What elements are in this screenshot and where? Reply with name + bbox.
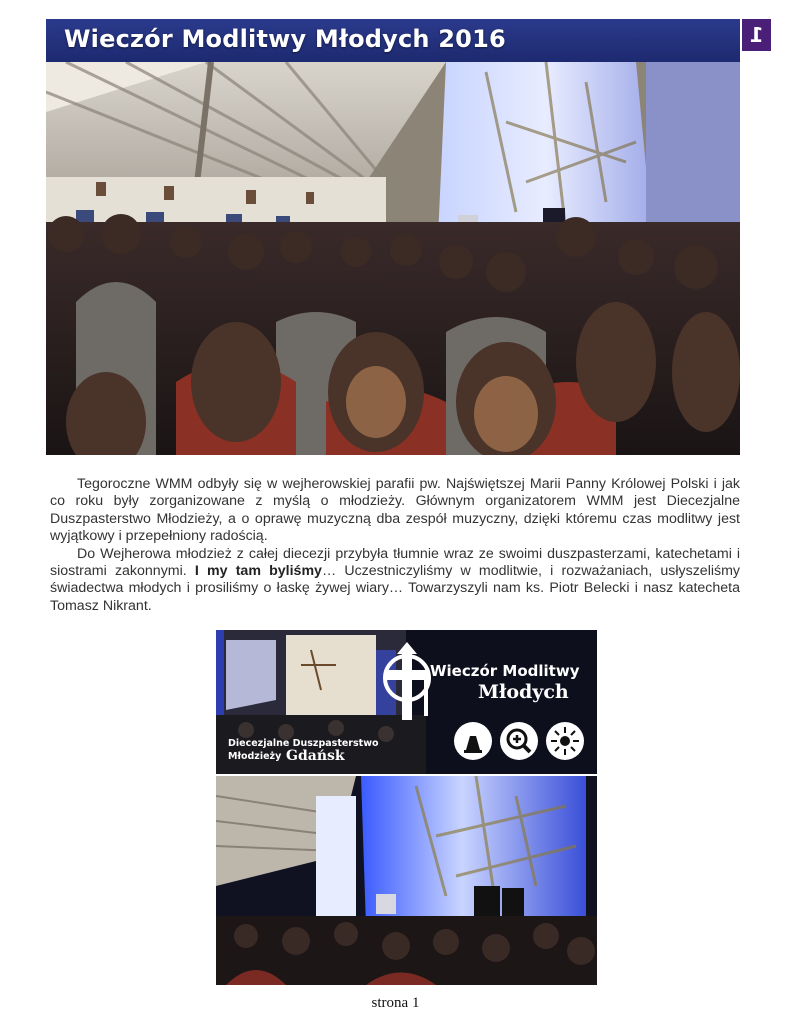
photo-illuminated-altar — [216, 776, 597, 985]
article-paragraph-2 — [50, 546, 740, 616]
page-footer: strona 1 — [371, 995, 420, 1011]
praying-hands-icon — [454, 722, 492, 760]
logo-org-city: Gdańsk — [286, 748, 345, 764]
article-p2-highlight: I my tam byliśmy — [194, 563, 322, 580]
article-body — [50, 476, 740, 615]
altar-photo-svg — [216, 776, 597, 985]
logo-org-line2: Młodzieży — [228, 751, 282, 762]
photo-crowd-svg — [46, 62, 740, 455]
logo-title-line1: Wieczór Modlitwy — [430, 662, 580, 680]
article-paragraph-1: Tegoroczne WMM odbyły się w wejherowskiej parafii pw. Najświętszej Marii Panny Królowej Polski i jak co roku były zorganizowane z myślą o młodzieży. Głównym organizatorem WMM jest Diecezjalne Duszpasterstwo Młodzieży, a o oprawę muzyczną dba zespół muzyczny, dzięki któremu czas modlitwy jest wyjątkowy i przepełniony radością. — [50, 476, 740, 545]
header-banner — [46, 19, 740, 63]
photo-crowd-in-church — [46, 62, 740, 455]
magnifier-plus-icon — [500, 722, 538, 760]
logo-org-line1: Diecezjalne Duszpasterstwo — [228, 738, 379, 749]
page-number-tab: 1 — [742, 19, 771, 51]
page-title: Wieczór Modlitwy Młodych 2016 — [64, 25, 506, 53]
sun-burst-icon — [546, 722, 584, 760]
logo-title-line2: Młodych — [478, 681, 569, 703]
photo-event-logo — [216, 630, 597, 774]
article-p2-intro: Do Wejherowa młodzież z całej diecezji przybyła tłumnie wraz ze swoimi duszpasterzami, katechetami i siostrami zakonnymi. — [50, 545, 740, 580]
article-p2-rest: … Uczestniczyliśmy w modlitwie, i rozważaniach, usłyszeliśmy świadectwa młodych i prosiliśmy o łaskę żywej wiary… Towarzyszyli nam ks. Piotr Belecki i nasz katecheta Tomasz Nikrant. — [50, 563, 741, 614]
